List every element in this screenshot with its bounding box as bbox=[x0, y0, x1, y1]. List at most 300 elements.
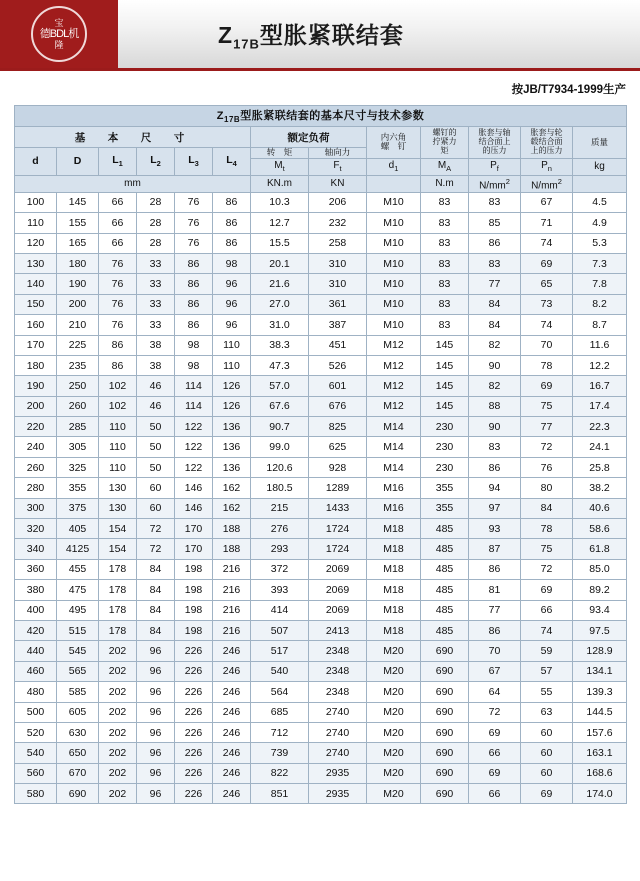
table-cell: 216 bbox=[213, 600, 251, 620]
table-cell: 16.7 bbox=[573, 376, 627, 396]
table-cell: 28 bbox=[137, 192, 175, 212]
table-cell: 72 bbox=[469, 702, 521, 722]
table-cell: 83 bbox=[469, 253, 521, 273]
screw-size-sub: 1 bbox=[394, 164, 399, 174]
col-L4-sub: 4 bbox=[232, 159, 237, 169]
table-caption-row bbox=[15, 106, 627, 127]
table-cell: 372 bbox=[251, 559, 309, 579]
table-cell: 15.5 bbox=[251, 233, 309, 253]
table-cell: 96 bbox=[137, 722, 175, 742]
pn-unit-text: N/mm bbox=[531, 179, 558, 191]
table-cell: 78 bbox=[521, 519, 573, 539]
table-cell: 86 bbox=[99, 335, 137, 355]
table-cell: 2069 bbox=[309, 600, 367, 620]
table-cell: 46 bbox=[137, 396, 175, 416]
table-cell: 67 bbox=[521, 192, 573, 212]
table-cell: M20 bbox=[367, 763, 421, 783]
table-cell: 928 bbox=[309, 457, 367, 477]
table-cell: 46 bbox=[137, 376, 175, 396]
table-cell: M18 bbox=[367, 519, 421, 539]
table-cell: 216 bbox=[213, 580, 251, 600]
table-cell: 74 bbox=[521, 315, 573, 335]
group-press-hub: 胀套与轮 毂结合面 上的压力 bbox=[521, 127, 573, 159]
table-cell: M18 bbox=[367, 600, 421, 620]
table-cell: 77 bbox=[521, 417, 573, 437]
table-cell: 82 bbox=[469, 335, 521, 355]
table-cell: 305 bbox=[57, 437, 99, 457]
table-cell: 74 bbox=[521, 620, 573, 640]
table-cell: 38 bbox=[137, 355, 175, 375]
table-cell: 690 bbox=[421, 641, 469, 661]
table-cell: 85.0 bbox=[573, 559, 627, 579]
spec-table bbox=[14, 105, 627, 804]
table-cell: 7.3 bbox=[573, 253, 627, 273]
table-row bbox=[15, 559, 627, 579]
table-cell: 28 bbox=[137, 233, 175, 253]
emblem-top-text: 宝 bbox=[54, 17, 64, 28]
table-cell: 139.3 bbox=[573, 682, 627, 702]
table-cell: 625 bbox=[309, 437, 367, 457]
table-cell: 485 bbox=[421, 539, 469, 559]
axial-sym-sub: t bbox=[339, 164, 342, 174]
table-cell: 83 bbox=[469, 437, 521, 457]
col-L4 bbox=[213, 148, 251, 176]
header-unit-row-2 bbox=[15, 175, 627, 192]
table-cell: 122 bbox=[175, 417, 213, 437]
table-row bbox=[15, 784, 627, 804]
table-cell: M10 bbox=[367, 233, 421, 253]
table-cell: 178 bbox=[99, 600, 137, 620]
table-cell: 739 bbox=[251, 743, 309, 763]
table-cell: 81 bbox=[469, 580, 521, 600]
table-cell: 110 bbox=[213, 335, 251, 355]
table-cell: 10.3 bbox=[251, 192, 309, 212]
table-cell: 97.5 bbox=[573, 620, 627, 640]
table-cell: 136 bbox=[213, 457, 251, 477]
table-row bbox=[15, 661, 627, 681]
col-ma bbox=[421, 158, 469, 175]
table-cell: 96 bbox=[137, 641, 175, 661]
table-cell: 250 bbox=[57, 376, 99, 396]
table-cell: 76 bbox=[99, 294, 137, 314]
table-cell: 2935 bbox=[309, 763, 367, 783]
table-cell: 98 bbox=[175, 355, 213, 375]
table-cell: 246 bbox=[213, 661, 251, 681]
table-cell: 162 bbox=[213, 478, 251, 498]
table-cell: 690 bbox=[57, 784, 99, 804]
table-cell: 7.8 bbox=[573, 274, 627, 294]
table-cell: 86 bbox=[175, 274, 213, 294]
table-cell: 80 bbox=[521, 478, 573, 498]
table-cell: 2935 bbox=[309, 784, 367, 804]
table-cell: 485 bbox=[421, 580, 469, 600]
table-cell: 206 bbox=[309, 192, 367, 212]
col-L2-sub: 2 bbox=[156, 159, 161, 169]
table-cell: M10 bbox=[367, 192, 421, 212]
table-cell: 375 bbox=[57, 498, 99, 518]
table-cell: 130 bbox=[15, 253, 57, 273]
table-cell: M20 bbox=[367, 702, 421, 722]
table-cell: 475 bbox=[57, 580, 99, 600]
table-cell: 110 bbox=[99, 457, 137, 477]
table-cell: 202 bbox=[99, 743, 137, 763]
table-cell: 190 bbox=[57, 274, 99, 294]
table-cell: 4125 bbox=[57, 539, 99, 559]
table-cell: 2740 bbox=[309, 702, 367, 722]
table-cell: 24.1 bbox=[573, 437, 627, 457]
table-cell: 86 bbox=[213, 213, 251, 233]
table-cell: 246 bbox=[213, 682, 251, 702]
table-cell: 485 bbox=[421, 559, 469, 579]
table-cell: 168.6 bbox=[573, 763, 627, 783]
table-cell: 178 bbox=[99, 620, 137, 640]
table-row bbox=[15, 192, 627, 212]
table-cell: 96 bbox=[137, 661, 175, 681]
table-cell: 485 bbox=[421, 600, 469, 620]
table-cell: 60 bbox=[137, 498, 175, 518]
table-cell: 157.6 bbox=[573, 722, 627, 742]
table-cell: 200 bbox=[57, 294, 99, 314]
col-axial-sym bbox=[309, 158, 367, 175]
table-cell: 66 bbox=[99, 213, 137, 233]
table-cell: 67.6 bbox=[251, 396, 309, 416]
table-cell: M12 bbox=[367, 396, 421, 416]
table-cell: M16 bbox=[367, 478, 421, 498]
table-cell: 72 bbox=[521, 437, 573, 457]
table-cell: 455 bbox=[57, 559, 99, 579]
table-cell: 325 bbox=[57, 457, 99, 477]
table-cell: 540 bbox=[251, 661, 309, 681]
table-cell: 690 bbox=[421, 763, 469, 783]
table-cell: 216 bbox=[213, 620, 251, 640]
table-cell: 90 bbox=[469, 417, 521, 437]
table-cell: 40.6 bbox=[573, 498, 627, 518]
table-cell: 96 bbox=[137, 682, 175, 702]
emblem-bottom-text: 隆 bbox=[54, 39, 64, 50]
table-cell: 110 bbox=[15, 213, 57, 233]
table-cell: 144.5 bbox=[573, 702, 627, 722]
table-cell: 60 bbox=[137, 478, 175, 498]
table-cell: 86 bbox=[175, 253, 213, 273]
table-row bbox=[15, 702, 627, 722]
table-cell: 70 bbox=[521, 335, 573, 355]
table-cell: 414 bbox=[251, 600, 309, 620]
axial-sym: F bbox=[333, 160, 340, 172]
table-row bbox=[15, 498, 627, 518]
table-cell: 515 bbox=[57, 620, 99, 640]
title-rest: 型胀紧联结套 bbox=[259, 21, 404, 48]
table-cell: 520 bbox=[15, 722, 57, 742]
page-header bbox=[0, 0, 640, 71]
table-cell: 540 bbox=[15, 743, 57, 763]
table-row bbox=[15, 580, 627, 600]
table-cell: 460 bbox=[15, 661, 57, 681]
table-cell: 96 bbox=[213, 294, 251, 314]
table-cell: 165 bbox=[57, 233, 99, 253]
col-L3-sym: L bbox=[188, 154, 195, 167]
table-cell: 75 bbox=[521, 539, 573, 559]
table-cell: 66 bbox=[99, 233, 137, 253]
col-torque-sym bbox=[251, 158, 309, 175]
col-L2-sym: L bbox=[150, 154, 157, 167]
table-cell: 140 bbox=[15, 274, 57, 294]
table-cell: 86 bbox=[469, 620, 521, 640]
table-cell: 160 bbox=[15, 315, 57, 335]
table-cell: 300 bbox=[15, 498, 57, 518]
table-cell: 86 bbox=[213, 233, 251, 253]
table-cell: 8.2 bbox=[573, 294, 627, 314]
table-cell: 114 bbox=[175, 396, 213, 416]
table-cell: 69 bbox=[521, 253, 573, 273]
table-cell: M20 bbox=[367, 722, 421, 742]
table-cell: 145 bbox=[421, 355, 469, 375]
table-row bbox=[15, 763, 627, 783]
table-row bbox=[15, 253, 627, 273]
pf-sym: P bbox=[490, 160, 497, 172]
table-cell: 76 bbox=[175, 213, 213, 233]
table-cell: 89.2 bbox=[573, 580, 627, 600]
table-cell: 114 bbox=[175, 376, 213, 396]
table-cell: 57 bbox=[521, 661, 573, 681]
table-cell: 97 bbox=[469, 498, 521, 518]
table-cell: M20 bbox=[367, 641, 421, 661]
table-cell: 198 bbox=[175, 559, 213, 579]
col-pf bbox=[469, 158, 521, 175]
table-cell: 154 bbox=[99, 519, 137, 539]
logo-box bbox=[0, 0, 118, 68]
table-cell: 560 bbox=[15, 763, 57, 783]
table-cell: 84 bbox=[137, 600, 175, 620]
table-cell: 83 bbox=[421, 253, 469, 273]
ma-sub: A bbox=[446, 164, 452, 174]
table-cell: M10 bbox=[367, 253, 421, 273]
table-cell: 86 bbox=[469, 233, 521, 253]
table-cell: 145 bbox=[421, 376, 469, 396]
table-cell: M20 bbox=[367, 682, 421, 702]
table-cell: 75 bbox=[521, 396, 573, 416]
table-cell: 387 bbox=[309, 315, 367, 335]
table-cell: 580 bbox=[15, 784, 57, 804]
table-cell: 1433 bbox=[309, 498, 367, 518]
table-cell: 276 bbox=[251, 519, 309, 539]
table-cell: 85 bbox=[469, 213, 521, 233]
unit-screw bbox=[367, 175, 421, 192]
title-subscript: 17B bbox=[233, 36, 260, 52]
table-cell: 83 bbox=[421, 315, 469, 335]
table-cell: 226 bbox=[175, 641, 213, 661]
group-basic-dims: 基 本 尺 寸 bbox=[15, 127, 251, 148]
table-cell: 246 bbox=[213, 702, 251, 722]
col-screw-size bbox=[367, 158, 421, 175]
table-cell: M10 bbox=[367, 213, 421, 233]
table-cell: 83 bbox=[469, 192, 521, 212]
col-L1-sub: 1 bbox=[118, 159, 123, 169]
table-cell: 226 bbox=[175, 702, 213, 722]
table-cell: 2740 bbox=[309, 743, 367, 763]
table-cell: 440 bbox=[15, 641, 57, 661]
table-cell: 380 bbox=[15, 580, 57, 600]
table-cell: 2413 bbox=[309, 620, 367, 640]
table-cell: 405 bbox=[57, 519, 99, 539]
table-cell: M20 bbox=[367, 661, 421, 681]
table-cell: 225 bbox=[57, 335, 99, 355]
table-row bbox=[15, 376, 627, 396]
table-cell: 38 bbox=[137, 335, 175, 355]
table-cell: 601 bbox=[309, 376, 367, 396]
table-cell: 2069 bbox=[309, 559, 367, 579]
table-cell: 355 bbox=[421, 498, 469, 518]
spec-table-wrap bbox=[0, 105, 640, 804]
table-cell: 507 bbox=[251, 620, 309, 640]
table-cell: 28 bbox=[137, 213, 175, 233]
col-L1 bbox=[99, 148, 137, 176]
table-cell: M10 bbox=[367, 274, 421, 294]
table-cell: 2069 bbox=[309, 580, 367, 600]
table-cell: 585 bbox=[57, 682, 99, 702]
table-cell: 150 bbox=[15, 294, 57, 314]
table-cell: 285 bbox=[57, 417, 99, 437]
caption-prefix: Z bbox=[216, 110, 225, 123]
table-cell: 134.1 bbox=[573, 661, 627, 681]
table-row bbox=[15, 233, 627, 253]
table-cell: 630 bbox=[57, 722, 99, 742]
table-cell: 170 bbox=[175, 519, 213, 539]
table-cell: 246 bbox=[213, 722, 251, 742]
table-cell: 163.1 bbox=[573, 743, 627, 763]
table-cell: 17.4 bbox=[573, 396, 627, 416]
table-cell: 202 bbox=[99, 682, 137, 702]
table-cell: 126 bbox=[213, 376, 251, 396]
caption-subscript: 17B bbox=[224, 115, 241, 125]
table-row bbox=[15, 274, 627, 294]
pf-unit-text: N/mm bbox=[479, 179, 506, 191]
table-cell: 27.0 bbox=[251, 294, 309, 314]
table-cell: 96 bbox=[213, 315, 251, 335]
table-cell: 246 bbox=[213, 641, 251, 661]
table-cell: M16 bbox=[367, 498, 421, 518]
table-row bbox=[15, 743, 627, 763]
table-cell: 102 bbox=[99, 396, 137, 416]
table-cell: 202 bbox=[99, 641, 137, 661]
unit-pf bbox=[469, 175, 521, 192]
table-cell: 98 bbox=[213, 253, 251, 273]
table-cell: 360 bbox=[15, 559, 57, 579]
table-cell: 69 bbox=[469, 763, 521, 783]
table-cell: 258 bbox=[309, 233, 367, 253]
table-cell: 690 bbox=[421, 702, 469, 722]
table-cell: 76 bbox=[99, 315, 137, 335]
table-cell: 180.5 bbox=[251, 478, 309, 498]
table-cell: 93 bbox=[469, 519, 521, 539]
unit-axial: KN bbox=[309, 175, 367, 192]
table-cell: 8.7 bbox=[573, 315, 627, 335]
table-cell: 400 bbox=[15, 600, 57, 620]
table-cell: 96 bbox=[137, 743, 175, 763]
table-cell: 198 bbox=[175, 600, 213, 620]
table-row bbox=[15, 457, 627, 477]
table-cell: 20.1 bbox=[251, 253, 309, 273]
table-row bbox=[15, 539, 627, 559]
table-cell: 78 bbox=[521, 355, 573, 375]
table-cell: 226 bbox=[175, 722, 213, 742]
table-cell: 146 bbox=[175, 498, 213, 518]
table-cell: 178 bbox=[99, 580, 137, 600]
pn-sub: n bbox=[547, 164, 552, 174]
table-cell: 246 bbox=[213, 763, 251, 783]
table-cell: 246 bbox=[213, 784, 251, 804]
table-cell: 226 bbox=[175, 682, 213, 702]
col-D: D bbox=[57, 148, 99, 176]
table-cell: 130 bbox=[99, 498, 137, 518]
group-rated-load: 额定负荷 bbox=[251, 127, 367, 148]
table-cell: 2740 bbox=[309, 722, 367, 742]
table-cell: 60 bbox=[521, 722, 573, 742]
unit-mass bbox=[573, 175, 627, 192]
table-cell: 670 bbox=[57, 763, 99, 783]
table-cell: 69 bbox=[521, 784, 573, 804]
header-group-row bbox=[15, 127, 627, 148]
table-cell: 71 bbox=[521, 213, 573, 233]
table-cell: M20 bbox=[367, 743, 421, 763]
table-cell: 86 bbox=[99, 355, 137, 375]
table-cell: 60 bbox=[521, 743, 573, 763]
table-cell: 485 bbox=[421, 620, 469, 640]
table-cell: 2348 bbox=[309, 661, 367, 681]
page-title bbox=[218, 17, 404, 52]
pf-sub: f bbox=[496, 164, 499, 174]
table-cell: 232 bbox=[309, 213, 367, 233]
table-cell: M14 bbox=[367, 437, 421, 457]
table-cell: 90.7 bbox=[251, 417, 309, 437]
table-cell: 110 bbox=[99, 437, 137, 457]
table-cell: 361 bbox=[309, 294, 367, 314]
col-mass-unit: kg bbox=[573, 158, 627, 175]
caption-rest: 型胀紧联结套的基本尺寸与技术参数 bbox=[240, 110, 425, 123]
table-cell: 84 bbox=[469, 294, 521, 314]
table-cell: 526 bbox=[309, 355, 367, 375]
table-cell: 216 bbox=[213, 559, 251, 579]
table-cell: 84 bbox=[137, 620, 175, 640]
table-cell: 86 bbox=[213, 192, 251, 212]
table-cell: 70 bbox=[469, 641, 521, 661]
table-cell: 86 bbox=[175, 315, 213, 335]
table-cell: 564 bbox=[251, 682, 309, 702]
table-cell: 202 bbox=[99, 661, 137, 681]
table-cell: 98 bbox=[175, 335, 213, 355]
table-cell: 69 bbox=[521, 376, 573, 396]
table-cell: 59 bbox=[521, 641, 573, 661]
table-cell: 293 bbox=[251, 539, 309, 559]
table-cell: 690 bbox=[421, 743, 469, 763]
table-cell: 87 bbox=[469, 539, 521, 559]
table-cell: 545 bbox=[57, 641, 99, 661]
pn-sym: P bbox=[541, 160, 548, 172]
table-cell: 83 bbox=[421, 294, 469, 314]
table-cell: M18 bbox=[367, 580, 421, 600]
table-cell: 76 bbox=[99, 274, 137, 294]
table-cell: 690 bbox=[421, 722, 469, 742]
table-cell: 120 bbox=[15, 233, 57, 253]
table-cell: 145 bbox=[421, 335, 469, 355]
table-cell: 155 bbox=[57, 213, 99, 233]
table-cell: M10 bbox=[367, 294, 421, 314]
table-cell: M12 bbox=[367, 376, 421, 396]
table-cell: 1724 bbox=[309, 519, 367, 539]
screw-size-sym: d bbox=[388, 160, 395, 172]
col-L4-sym: L bbox=[226, 154, 233, 167]
table-row bbox=[15, 478, 627, 498]
table-row bbox=[15, 335, 627, 355]
